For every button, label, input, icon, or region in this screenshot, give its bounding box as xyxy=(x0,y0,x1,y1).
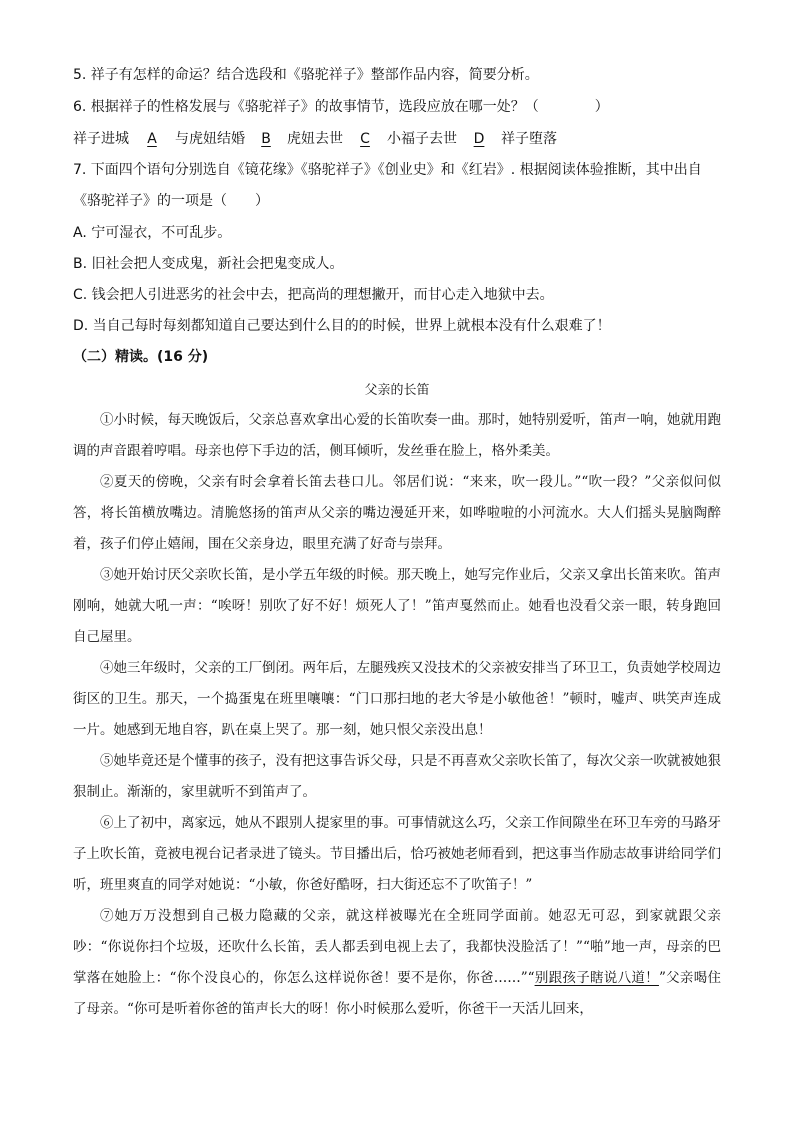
question-7-option-a: A. 宁可湿衣，不可乱步。 xyxy=(73,225,232,241)
section-heading: （二）精读。(16 分) xyxy=(73,349,209,365)
underlined-sentence: 别跟孩子瞎说八道！ xyxy=(534,970,659,986)
option-d-blank: D xyxy=(473,131,485,147)
paragraph-1: ①小时候，每天晚饭后，父亲总喜欢拿出心爱的长笛吹奏一曲。那时，她特别爱听，笛声一响，她就用跑调的声音跟着哼唱。母亲也停下手边的活，侧耳倾听，发丝垂在脸上，格外柔美。 xyxy=(73,412,721,459)
question-7-option-c: C. 钱会把人引进恶劣的社会中去，把高尚的理想撇开，而甘心走入地狱中去。 xyxy=(73,287,554,303)
question-7-option-d: D. 当自己每时每刻都知道自己要达到什么目的的时候，世界上就根本没有什么艰难了！ xyxy=(73,318,611,334)
option-c-blank: C xyxy=(360,131,370,147)
paragraph-7 xyxy=(73,901,721,1025)
option-stage-1: 祥子进城 xyxy=(73,131,129,147)
paragraph-7-part-1: ⑦她万万没想到自己极力隐藏的父亲，就这样被曝光在全班同学面前。她忍无可忍，到家就跟父亲吵：“你说你扫个垃圾，还吹什么长笛，丢人都丢到电视上去了，我都快没脸活了！”“啪”地一声，母亲的巴掌落在她脸上：“你个没良心的，你怎么这样说你爸！要不是你，你爸……”“ xyxy=(73,908,721,986)
paragraph-3: ③她开始讨厌父亲吹长笛，是小学五年级的时候。那天晚上，她写完作业后，父亲又拿出长笛来吹。笛声刚响，她就大吼一声：“唉呀！别吹了好不好！烦死人了！”笛声戛然而止。她看也没看父亲一眼，转身跑回自己屋里。 xyxy=(73,567,721,645)
paragraph-5: ⑤她毕竟还是个懂事的孩子，没有把这事告诉父母，只是不再喜欢父亲吹长笛了，每次父亲一吹就被她狠狠制止。渐渐的，家里就听不到笛声了。 xyxy=(73,753,721,800)
paragraph-2: ②夏天的傍晚，父亲有时会拿着长笛去巷口儿。邻居们说：“来来，吹一段儿。”“吹一段？”父亲似问似答，将长笛横放嘴边。清脆悠扬的笛声从父亲的嘴边漫延开来，如哗啦啦的小河流水。大人们摇头晃脑陶醉着，孩子们停止嬉闹，围在父亲身边，眼里充满了好奇与崇拜。 xyxy=(73,474,721,552)
option-stage-2: 与虎妞结婚 xyxy=(175,131,245,147)
article-title: 父亲的长笛 xyxy=(364,383,430,398)
paragraph-6: ⑥上了初中，离家远，她从不跟别人提家里的事。可事情就这么巧，父亲工作间隙坐在环卫车旁的马路牙子上吹长笛，竟被电视台记者录进了镜头。节目播出后，恰巧被她老师看到，把这事当作励志故事讲给同学们听，班里爽直的同学对她说：“小敏，你爸好酷呀，扫大街还忘不了吹笛子！” xyxy=(73,815,721,893)
question-6-options xyxy=(73,129,557,149)
option-stage-3: 虎妞去世 xyxy=(287,131,343,147)
question-7-line2: 《骆驼祥子》的一项是（ ） xyxy=(73,193,269,209)
option-stage-5: 祥子堕落 xyxy=(501,131,557,147)
question-7-line1: 7. 下面四个语句分别选自《镜花缘》《骆驼祥子》《创业史》和《红岩》. 根据阅读体验推断，其中出自 xyxy=(73,162,702,178)
paragraph-7-part-2: ”父亲喝住了母亲。“你可是听着你爸的笛声长大的呀！你小时候那么爱听，你爸干一天活儿回来， xyxy=(73,970,721,1017)
paragraph-4: ④她三年级时，父亲的工厂倒闭。两年后，左腿残疾又没技术的父亲被安排当了环卫工，负责她学校周边街区的卫生。那天，一个捣蛋鬼在班里嚷嚷：“门口那扫地的老大爷是小敏他爸！”顿时，嘘声、哄笑声连成一片。她感到无地自容，趴在桌上哭了。那一刻，她只恨父亲没出息！ xyxy=(73,660,721,738)
question-7-option-b: B. 旧社会把人变成鬼，新社会把鬼变成人。 xyxy=(73,256,344,272)
option-b-blank: B xyxy=(261,131,271,147)
option-stage-4: 小福子去世 xyxy=(387,131,457,147)
question-5: 5. 祥子有怎样的命运？结合选段和《骆驼祥子》整部作品内容，简要分析。 xyxy=(73,67,539,83)
question-6: 6. 根据祥子的性格发展与《骆驼祥子》的故事情节，选段应放在哪一处？（ ） xyxy=(73,99,609,115)
option-a-blank: A xyxy=(147,131,157,147)
